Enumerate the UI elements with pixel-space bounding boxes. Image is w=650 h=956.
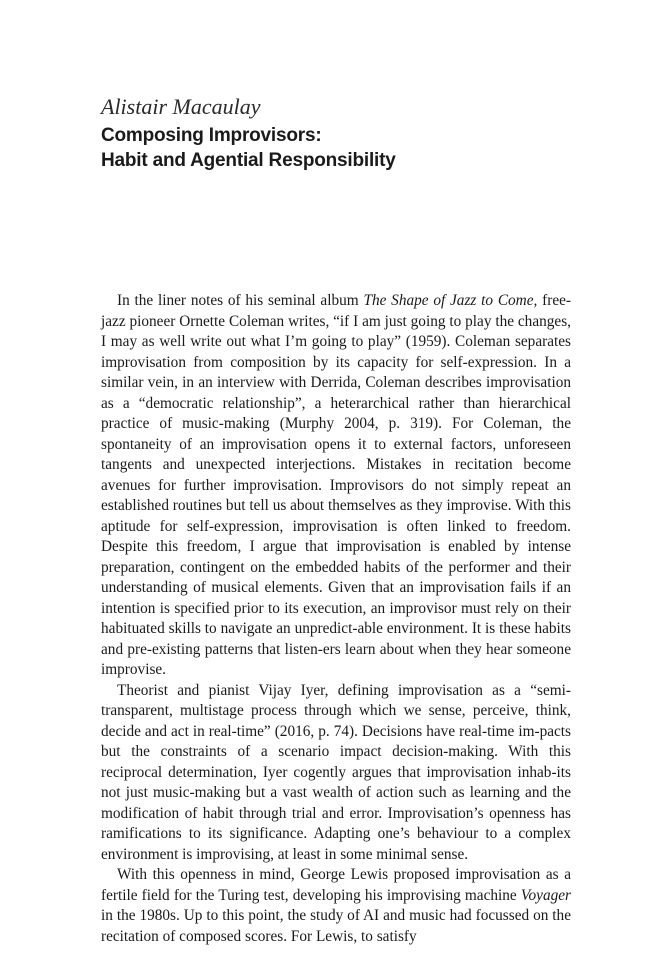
chapter-title-line-1: Composing Improvisors: bbox=[101, 125, 322, 146]
paragraph-3-text-b: in the 1980s. Up to this point, the study of AI and music had focussed on the recitation of composed scores. For Lewis, to satisfy bbox=[101, 907, 571, 945]
album-title: The Shape of Jazz to Come, bbox=[363, 292, 538, 309]
chapter-title-line-2: Habit and Agential Responsibility bbox=[101, 150, 396, 171]
paragraph-1-text-b: free-jazz pioneer Ornette Coleman writes, “if I am just going to play the changes, I may as well write out what I’m going to play” (1959). Coleman separates improvisation from composition by its capacity for self-expression. In a similar vein, in an interview with Derrida, Coleman describes improvisation as a “democratic relationship”, a heterarchical rather than hierarchical practice of music-making (Murphy 2004, p. 319). For Coleman, the spontaneity of an improvisation opens it to external factors, unforeseen tangents and unexpected interjections. Mistakes in recitation become avenues for further improvisation. Improvisors do not simply repeat an established routines but tell us about themselves as they improvise. With this aptitude for self-expression, improvisation is often linked to freedom. Despite this freedom, I argue that improvisation is enabled by intense preparation, contingent on the embedded habits of the performer and their understanding of musical elements. Given that an improvisation fails if an intention is specified prior to its execution, an improvisor must rely on their habituated skills to navigate an unpredict-able environment. It is these habits and pre-existing patterns that listen-ers learn about when they hear someone improvise. bbox=[101, 292, 571, 678]
paragraph-3-text-a: With this openness in mind, George Lewis proposed improvisation as a fertile field for the Turing test, developing his improvising machine bbox=[101, 866, 571, 904]
body-text bbox=[101, 291, 571, 947]
machine-name: Voyager bbox=[520, 886, 571, 904]
paragraph-1-text-a: In the liner notes of his seminal album bbox=[117, 292, 364, 309]
chapter-title bbox=[101, 123, 561, 173]
paragraph-1 bbox=[101, 291, 571, 681]
paragraph-3 bbox=[101, 865, 571, 947]
chapter-author: Alistair Macaulay bbox=[101, 94, 261, 119]
paragraph-2: Theorist and pianist Vijay Iyer, defining improvisation as a “semi-transparent, multistage process through which we sense, perceive, think, decide and act in real-time” (2016, p. 74). Decisions have real-time im-pacts but the constraints of a scenario impact decision-making. With this reciprocal determination, Iyer cogently argues that improvisation inhab-its not just music-making but a vast wealth of action such as learning and the modification of habit through trial and error. Improvisation’s openness has ramifications to its significance. Adapting one’s behaviour to a complex environment is improvising, at least in some minimal sense. bbox=[101, 681, 571, 863]
